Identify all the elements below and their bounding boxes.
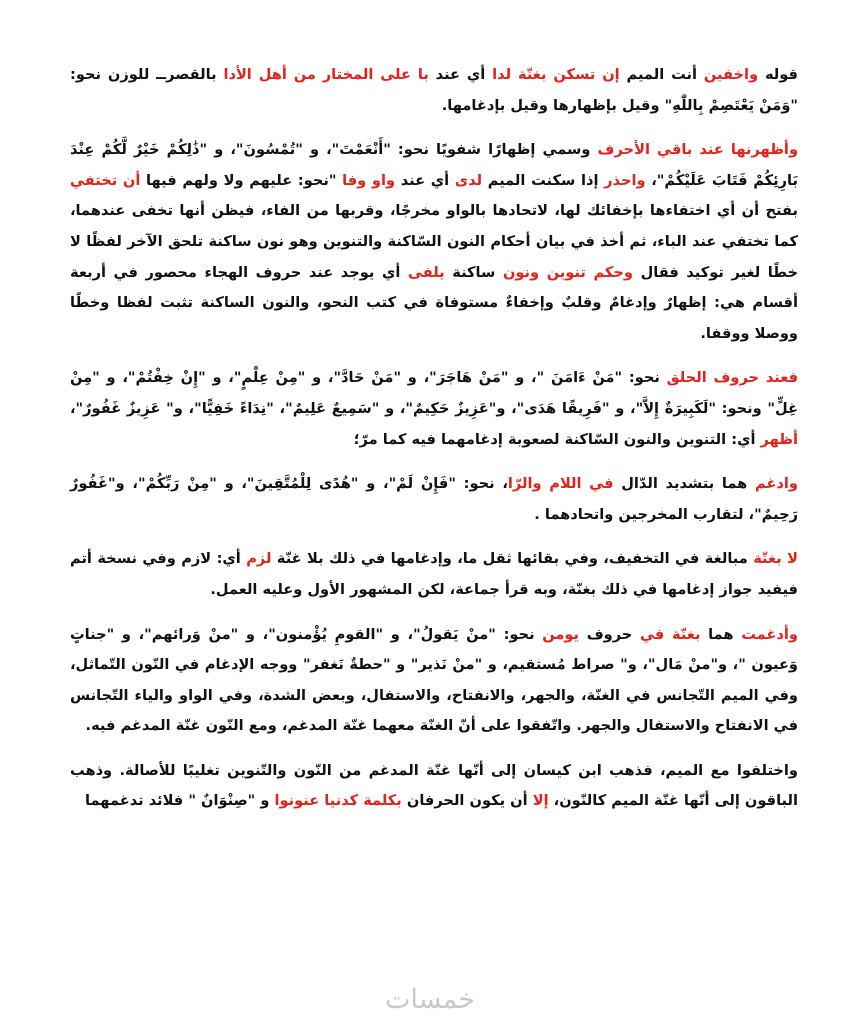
body-text: "نحو: عليهم ولا ولهم فيها bbox=[140, 171, 343, 189]
highlighted-term: يلفى bbox=[407, 263, 445, 281]
highlighted-term: لا بغنّة bbox=[753, 550, 798, 568]
highlighted-term: فعند حروف الحلق bbox=[666, 369, 799, 387]
body-text: قوله bbox=[758, 66, 798, 83]
body-text: وسمي إظهارًا شفويًا نحو: "أَنْعَمْتَ"، و "تُمْسُونَ"، و "ذَٰلِكُمْ خَيْرٌ لَّكُمْ عِنْدَ بَارِئِكُمْ فَتَابَ عَلَيْكُمْ"، bbox=[70, 141, 798, 189]
body-text: و "صِنْوَانٌ " فلائد تدغمهما bbox=[85, 792, 275, 810]
highlighted-term: بغنّة في bbox=[639, 625, 701, 643]
paragraph bbox=[70, 620, 798, 742]
body-text: أي: التنوين والنون السّاكنة لصعوبة إدغامهما فيه كما مرّ؛ bbox=[353, 430, 761, 448]
paragraph bbox=[70, 60, 798, 121]
highlighted-term: واو وفا bbox=[342, 171, 396, 189]
highlighted-term: وادغم bbox=[755, 475, 798, 493]
body-text: بالقصرــ للوزن نحو: "وَمَنْ يَعْتَصِمْ بِاللّٰهِ" وقيل بإظهارها وقيل بإدغامها. bbox=[70, 66, 798, 114]
body-text: أي عند bbox=[395, 171, 455, 189]
highlighted-term: واخفين bbox=[703, 66, 759, 83]
highlighted-term: أظهر bbox=[760, 430, 798, 448]
body-text: بفتح أن أي اختفاءها بإخفائك لها، لاتحادها بالواو مخرجًا، وقربها من الفاء، فيظن أنها تخفى عندهما، كما تختفي عند الباء، ثم أخذ في بيان أحكام النون السّاكنة والتنوين وهو نون ساكنة تلحق الآخر لفظًا لا خطًا لغير توكيد فقال bbox=[70, 202, 798, 281]
highlighted-term: إن تسكن بغنّة لدا bbox=[492, 66, 620, 83]
highlighted-term: في اللام والرّا bbox=[507, 475, 614, 493]
body-text: هما bbox=[700, 625, 742, 643]
body-text: مبالغة في التخفيف، وفي بقائها ثقل ما، وإدغامها في ذلك بلا غنّة bbox=[271, 550, 754, 568]
body-text: هما بتشديد الدّال bbox=[613, 475, 756, 493]
highlighted-term: إلا bbox=[532, 792, 549, 810]
highlighted-term: وأدغمت bbox=[741, 625, 798, 643]
highlighted-term: أن تختفي bbox=[70, 171, 141, 189]
body-text: نحو: "مَنْ ءَامَنَ "، و "مَنْ هَاجَرَ"، و "مَنْ حَادَّ"، و "مِنْ عِلْمٍ"، و "إِنْ خِفْتُمْ"، و "مِنْ غِلٍّ" ونحو: "لَكَبِيرَةٌ إِلاَّ"، و "فَرِيقًا هَدَى"، و"عَزِيزٌ حَكِيمٌ"، و "سَمِيعٌ عَلِيمٌ"، "نِدَاءً خَفِيًّا"، و" عَزِيزٌ غَفُورٌ"، bbox=[70, 369, 798, 417]
highlighted-term: وأظهرنها عند باقي الأحرف bbox=[597, 141, 799, 159]
body-text: ، نحو: "فَإِنْ لَمْ"، و "هُدًى لِلْمُتَّقِينَ"، و "مِنْ رَبِّكُمْ"، و"غَفُورٌ رَحِيمٌ"، لتقارب المخرجين واتحادهما . bbox=[70, 475, 798, 523]
paragraph bbox=[70, 469, 798, 530]
highlighted-term: با على المختار من أهل الأدا bbox=[223, 66, 429, 83]
highlighted-term: بكلمة كدنيا عنونوا bbox=[274, 792, 402, 810]
watermark-logo: خمسات bbox=[384, 984, 476, 1015]
highlighted-term: لدى bbox=[454, 171, 483, 189]
highlighted-term: واحذر bbox=[604, 171, 646, 189]
body-text: أي يوجد عند حروف الهجاء محصور في أربعة أقسام هي: إظهارٌ وإدغامٌ وقلبٌ وإخفاءٌ مستوفاة في كتب النحو، والنون الساكنة تثبت لفظا وخطًا ووصلا ووقفا. bbox=[70, 263, 798, 342]
body-text: نحو: "منْ يَقولُ"، و "القومِ يُؤْمنون"، و "منْ وَرائهم"، و "جناتٍ وَعيون "، و"منْ مَال"، و" صراط مُستقيم، و "منْ نَذير" و "حطةٌ نَغفر" ووجه الإدغام في النّون التّماثل، وفي الميم التّجانس في الغنّة، والجهر، والانفتاح، والاستفال، وبعض الشدة، وفي الواو والياء التّجانس في الانفتاح والاستفال والجهر. واتّفقوا على أنّ الغنّة معهما غنّة المدغم، ومع النّون غنّة المدغم فيه. bbox=[70, 625, 798, 735]
body-text: حروف bbox=[579, 625, 640, 643]
paragraph bbox=[70, 363, 798, 455]
body-text: أنت الميم bbox=[619, 66, 704, 83]
highlighted-term: لزم bbox=[246, 550, 272, 568]
document-body bbox=[70, 60, 798, 831]
body-text: ساكنة bbox=[444, 263, 503, 281]
body-text: واختلفوا مع الميم، فذهب ابن كيسان إلى أنّها غنّة المدغم من النّون والتّنوين تغليبًا للأصالة. وذهب الباقون إلى أنّها غنّة الميم كالنّون، bbox=[70, 761, 798, 810]
paragraph bbox=[70, 544, 798, 605]
paragraph bbox=[70, 756, 798, 817]
body-text: أن يكون الحرفان bbox=[401, 792, 533, 810]
body-text: أي عند bbox=[428, 66, 493, 83]
body-text: إذا سكنت الميم bbox=[482, 171, 605, 189]
paragraph bbox=[70, 135, 798, 349]
body-text: أي: لازم وفي نسخة أتم فيفيد جواز إدغامها في ذلك بغنّة، وبه قرأ جماعة، لكن المشهور الأول وعليه العمل. bbox=[70, 550, 798, 598]
highlighted-term: يومن bbox=[542, 625, 580, 643]
highlighted-term: وحكم تنوين ونون bbox=[502, 263, 633, 281]
